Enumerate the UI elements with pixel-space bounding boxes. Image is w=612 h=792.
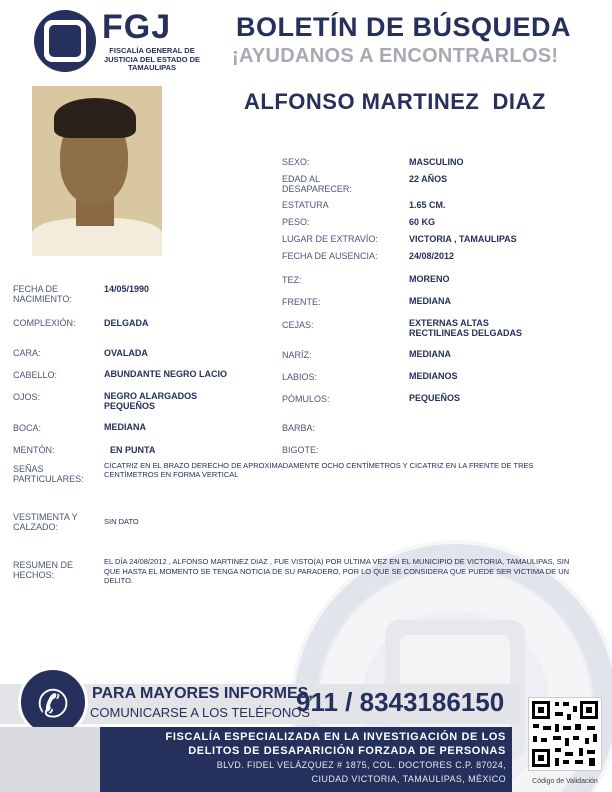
person-photo <box>32 86 162 256</box>
label-edad: EDAD AL DESAPARECER: <box>282 174 352 194</box>
label-frente: FRENTE: <box>282 297 321 307</box>
label-barba: BARBA: <box>282 423 316 433</box>
label-resumen: RESUMEN DE HECHOS: <box>13 560 74 580</box>
label-labios: LABIOS: <box>282 372 318 382</box>
label-cabello: CABELLO: <box>13 370 58 380</box>
value-complexion: DELGADA <box>104 318 149 328</box>
label-nacimiento: FECHA DE NACIMIENTO: <box>13 284 72 304</box>
value-vestimenta: SIN DATO <box>104 517 139 526</box>
label-sexo: SEXO: <box>282 157 310 167</box>
label-lugar: LUGAR DE EXTRAVÍO: <box>282 234 378 244</box>
address-line2: CIUDAD VICTORIA, TAMAULIPAS, MÉXICO <box>311 774 506 784</box>
value-peso: 60 KG <box>409 217 436 227</box>
label-fecha-ausencia: FECHA DE AUSENCIA: <box>282 251 378 261</box>
bulletin-subtitle: ¡AYUDANOS A ENCONTRARLOS! <box>232 45 559 67</box>
label-peso: PESO: <box>282 217 310 227</box>
fgj-logo <box>34 10 96 72</box>
qr-code[interactable] <box>528 697 602 771</box>
label-tez: TEZ: <box>282 275 302 285</box>
person-name: ALFONSO MARTINEZ DIAZ <box>244 89 546 114</box>
value-nacimiento: 14/05/1990 <box>104 284 150 294</box>
value-ojos: NEGRO ALARGADOS PEQUEÑOS <box>104 391 198 411</box>
logo-subtitle: FISCALÍA GENERAL DE JUSTICIA DEL ESTADO DE TAMAULIPAS <box>103 46 201 72</box>
label-cejas: CEJAS: <box>282 320 314 330</box>
logo-text: FGJ <box>102 8 172 46</box>
label-boca: BOCA: <box>13 423 42 433</box>
value-nariz: MEDIANA <box>409 349 451 359</box>
value-estatura: 1.65 CM. <box>409 200 446 210</box>
value-boca: MEDIANA <box>104 422 146 432</box>
value-cejas: EXTERNAS ALTAS RECTILINEAS DELGADAS <box>409 318 523 338</box>
value-cara: OVALADA <box>104 348 148 358</box>
phone-icon: ✆ <box>18 667 88 737</box>
label-estatura: ESTATURA <box>282 200 329 210</box>
value-cabello: ABUNDANTE NEGRO LACIO <box>104 369 227 379</box>
value-menton: EN PUNTA <box>110 445 156 455</box>
value-edad: 22 AÑOS <box>409 174 448 184</box>
label-ojos: OJOS: <box>13 392 41 402</box>
label-pomulos: PÓMULOS: <box>282 394 330 404</box>
value-labios: MEDIANOS <box>409 371 458 381</box>
label-senas: SEÑAS PARTICULARES: <box>13 464 84 484</box>
footer-strip <box>0 727 100 792</box>
phone-number[interactable]: 911 / 8343186150 <box>296 687 505 717</box>
bulletin-title: BOLETÍN DE BÚSQUEDA <box>236 12 572 42</box>
value-lugar: VICTORIA , TAMAULIPAS <box>409 234 517 244</box>
call-text: COMUNICARSE A LOS TELÉFONOS <box>90 705 311 720</box>
value-tez: MORENO <box>409 274 450 284</box>
label-nariz: NARÍZ: <box>282 350 312 360</box>
label-vestimenta: VESTIMENTA Y CALZADO: <box>13 512 78 532</box>
value-fecha-ausencia: 24/08/2012 <box>409 251 455 261</box>
value-frente: MEDIANA <box>409 296 451 306</box>
label-menton: MENTÓN: <box>13 445 55 455</box>
value-senas: CICATRIZ EN EL BRAZO DERECHO DE APROXIMADAMENTE OCHO CENTÍMETROS Y CICATRIZ EN LA FRENTE DE TRES CENTÍMETROS EN FORMA VERTICAL <box>104 461 534 479</box>
value-resumen: EL DÍA 24/08/2012 , ALFONSO MARTINEZ DIAZ , FUE VISTO(A) POR ULTIMA VEZ EN EL MUNICIPIO DE VICTORIA, TAMAULIPAS, SIN QUE HASTA EL MOMENTO SE TENGA NOTICIA DE SU PARADERO, POR LO QUE SE CONSIDERA QUE PUEDE SER VICTIMA DE UN DELITO. <box>104 557 570 585</box>
label-cara: CARA: <box>13 348 41 358</box>
value-sexo: MASCULINO <box>409 157 464 167</box>
department-line1: FISCALÍA ESPECIALIZADA EN LA INVESTIGACIÓN DE LOS <box>165 731 506 743</box>
label-complexion: COMPLEXIÓN: <box>13 318 76 328</box>
department-line2: DELITOS DE DESAPARICIÓN FORZADA DE PERSONAS <box>188 745 506 757</box>
address-line1: BLVD. FIDEL VELÁZQUEZ # 1875, COL. DOCTORES C.P. 87024, <box>216 760 506 770</box>
value-pomulos: PEQUEÑOS <box>409 393 461 403</box>
label-bigote: BIGOTE: <box>282 445 319 455</box>
more-info-text: PARA MAYORES INFORMES, <box>92 685 313 702</box>
qr-caption: Código de Validación <box>532 778 598 785</box>
